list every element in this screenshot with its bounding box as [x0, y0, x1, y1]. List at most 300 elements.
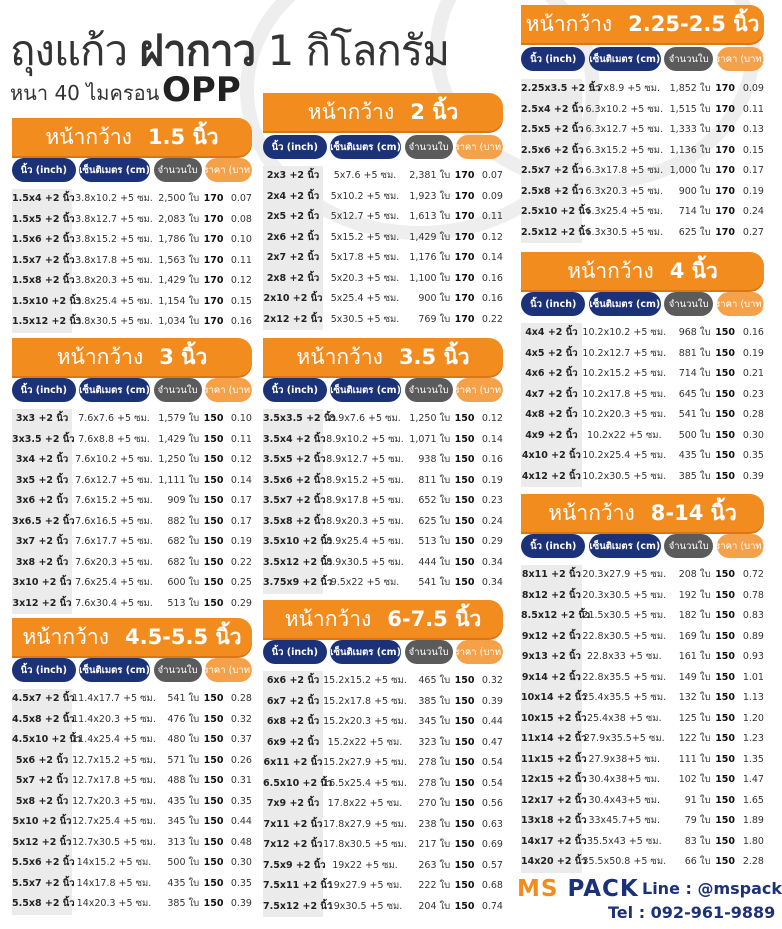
cell-price: 0.11	[230, 254, 252, 266]
cell-price: 0.32	[230, 713, 252, 725]
cell-size-inch: 4x9 +2 นิ้ว	[521, 426, 582, 447]
cell-size-cm: 3.8x25.4 +5 ซม.	[75, 295, 153, 307]
table-row	[521, 688, 764, 709]
cell-size-cm: 11.4x20.3 +5 ซม.	[72, 713, 156, 725]
width-label: หน้ากว้าง	[22, 624, 109, 649]
cell-size-cm: 3.8x12.7 +5 ซม.	[75, 213, 153, 225]
col-header-price: ราคา (บาท)	[205, 378, 252, 402]
cell-size-inch: 12x15 +2 นิ้ว	[521, 770, 582, 791]
cell-size-cm: 12.7x25.4 +5 ซม.	[72, 816, 156, 827]
cell-size-cm: 19x27.9 +5 ซม.	[327, 880, 403, 891]
cell-size-inch: 3x7 +2 นิ้ว	[12, 532, 72, 553]
cell-size-cm: 17.8x30.5 +5 ซม.	[323, 839, 407, 850]
cell-qty: 217 ใบ	[418, 839, 451, 850]
cell-size-inch: 11x15 +2 นิ้ว	[521, 750, 582, 771]
cell-size-inch: 4.5x10 +2 นิ้ว	[12, 730, 72, 751]
cell-weight: 150	[715, 429, 736, 441]
cell-size-inch: 3x3 +2 นิ้ว	[12, 409, 72, 430]
cell-size-cm: 6.3x30.5 +5 ซม.	[585, 226, 664, 238]
cell-size-cm: 10.2x20.3 +5 ซม.	[582, 409, 667, 420]
width-label: หน้ากว้าง	[567, 258, 654, 283]
cell-size-cm: 19x22 +5 ซม.	[332, 859, 398, 871]
col-header-qty: จำนวนใบ	[664, 534, 713, 558]
cell-price: 0.28	[742, 409, 764, 420]
section-title-pill	[12, 118, 252, 156]
cell-weight: 150	[454, 433, 475, 445]
cell-size-inch: 3x6 +2 นิ้ว	[12, 491, 72, 512]
col-header-qty: จำนวนใบ	[154, 658, 202, 682]
cell-size-inch: 5x7 +2 นิ้ว	[12, 771, 72, 792]
cell-size-cm: 3.8x10.2 +5 ซม.	[75, 193, 153, 204]
material-label: OPP	[162, 70, 241, 110]
cell-price: 0.35	[742, 450, 764, 461]
table-row	[12, 512, 252, 533]
cell-price: 0.93	[742, 651, 764, 662]
cell-qty: 541 ใบ	[418, 577, 451, 588]
cell-weight: 150	[203, 433, 224, 445]
cell-qty: 345 ใบ	[418, 716, 451, 727]
cell-weight: 150	[454, 900, 475, 912]
cell-price: 0.09	[742, 83, 764, 94]
cell-size-inch: 7.5x9 +2 นิ้ว	[263, 856, 323, 877]
cell-price: 0.23	[742, 388, 764, 400]
table-row	[521, 852, 764, 873]
col-header-price: ราคา (บาท)	[205, 658, 252, 682]
cell-price: 0.30	[230, 857, 252, 868]
col-header-inch: นิ้ว (inch)	[12, 378, 76, 402]
cell-weight: 150	[715, 368, 736, 379]
table-row	[12, 471, 252, 492]
cell-size-cm: 12.7x15.2 +5 ซม.	[72, 754, 156, 766]
cell-price: 0.54	[481, 757, 503, 768]
cell-qty: 345 ใบ	[167, 816, 200, 827]
cell-price: 0.07	[481, 170, 503, 181]
cell-size-inch: 5.5x7 +2 นิ้ว	[12, 874, 72, 895]
cell-size-inch: 3x5 +2 นิ้ว	[12, 471, 72, 492]
cell-qty: 488 ใบ	[167, 775, 200, 786]
cell-weight: 150	[454, 495, 475, 506]
cell-weight: 170	[715, 103, 736, 115]
col-header-price: ราคา (บาท)	[205, 158, 252, 182]
cell-size-cm: 27.9x35.5+5 ซม.	[583, 733, 665, 744]
table-row	[521, 120, 764, 141]
table-row	[12, 751, 252, 772]
cell-qty: 204 ใบ	[418, 900, 451, 912]
table-row	[521, 467, 764, 488]
cell-size-cm: 7.6x7.6 +5 ซม.	[78, 413, 150, 424]
table-row	[263, 856, 503, 877]
cell-weight: 170	[715, 83, 736, 94]
table-row	[263, 166, 503, 187]
table-row	[263, 310, 503, 331]
cell-price: 1.01	[742, 671, 764, 683]
cell-price: 0.12	[481, 231, 503, 243]
cell-qty: 682 ใบ	[167, 556, 200, 568]
cell-size-inch: 3x3.5 +2 นิ้ว	[12, 430, 72, 451]
cell-weight: 150	[715, 409, 736, 420]
cell-size-inch: 1.5x12 +2 นิ้ว	[12, 312, 72, 333]
cell-price: 0.16	[481, 293, 503, 304]
cell-size-inch: 3.5x4 +2 นิ้ว	[263, 430, 323, 451]
cell-price: 0.16	[481, 272, 503, 284]
cell-weight: 150	[454, 716, 475, 727]
cell-qty: 476 ใบ	[167, 713, 200, 725]
cell-size-inch: 3x10 +2 นิ้ว	[12, 573, 72, 594]
cell-size-cm: 11.4x25.4 +5 ซม.	[72, 734, 156, 745]
cell-weight: 150	[454, 859, 475, 871]
table-row	[12, 874, 252, 895]
cell-size-cm: 8.9x20.3 +5 ซม.	[326, 515, 404, 527]
col-header-qty: จำนวนใบ	[154, 378, 202, 402]
cell-weight: 170	[715, 206, 736, 217]
cell-price: 0.30	[742, 429, 764, 441]
cell-weight: 150	[203, 556, 224, 568]
width-value: 4.5-5.5 นิ้ว	[124, 624, 242, 649]
cell-qty: 1,136 ใบ	[669, 144, 711, 156]
cell-weight: 170	[203, 234, 224, 245]
cell-price: 0.34	[481, 556, 503, 568]
cell-size-inch: 7x12 +2 นิ้ว	[263, 835, 323, 856]
cell-price: 0.19	[742, 185, 764, 197]
cell-price: 0.35	[230, 795, 252, 807]
cell-size-inch: 8x12 +2 นิ้ว	[521, 586, 582, 607]
cell-size-inch: 2x12 +2 นิ้ว	[263, 310, 323, 331]
cell-size-inch: 6x8 +2 นิ้ว	[263, 712, 323, 733]
cell-qty: 182 ใบ	[678, 610, 711, 621]
table-row	[521, 405, 764, 426]
cell-weight: 150	[454, 536, 475, 547]
cell-size-cm: 7.6x8.8 +5 ซม.	[78, 433, 150, 445]
cell-qty: 1,333 ใบ	[669, 124, 711, 135]
width-label: หน้ากว้าง	[548, 500, 635, 525]
table-row	[263, 774, 503, 795]
table-row	[521, 709, 764, 730]
cell-size-cm: 27.9x38+5 ซม.	[588, 753, 661, 765]
table-row	[521, 426, 764, 447]
table-row	[521, 446, 764, 467]
cell-size-inch: 5x10 +2 นิ้ว	[12, 812, 72, 833]
cell-qty: 682 ใบ	[167, 536, 200, 547]
cell-size-cm: 21.5x30.5 +5 ซม.	[582, 610, 667, 621]
cell-weight: 170	[203, 213, 224, 225]
cell-size-cm: 6.3x20.3 +5 ซม.	[585, 185, 664, 197]
cell-size-inch: 2x6 +2 นิ้ว	[263, 228, 323, 249]
cell-weight: 150	[715, 835, 736, 847]
cell-weight: 150	[203, 597, 224, 609]
cell-size-cm: 22.8x30.5 +5 ซม.	[582, 630, 667, 642]
cell-qty: 83 ใบ	[684, 835, 711, 847]
cell-weight: 150	[715, 753, 736, 765]
table-row	[521, 202, 764, 223]
cell-weight: 150	[715, 651, 736, 662]
cell-weight: 150	[454, 577, 475, 588]
cell-qty: 500 ใบ	[678, 429, 711, 441]
table-row	[521, 791, 764, 812]
cell-size-inch: 2x5 +2 นิ้ว	[263, 207, 323, 228]
cell-qty: 480 ใบ	[167, 734, 200, 745]
cell-qty: 900 ใบ	[418, 293, 451, 304]
table-row	[12, 210, 252, 231]
cell-size-cm: 3.8x30.5 +5 ซม.	[75, 316, 153, 327]
table-row	[521, 223, 764, 244]
cell-size-inch: 2.5x4 +2 นิ้ว	[521, 100, 582, 121]
cell-size-inch: 3.5x5 +2 นิ้ว	[263, 450, 323, 471]
cell-weight: 150	[454, 880, 475, 891]
table-row	[12, 853, 252, 874]
table-row	[12, 312, 252, 333]
cell-size-inch: 7x9 +2 นิ้ว	[263, 794, 323, 815]
col-header-cm: เซ็นติเมตร (cm)	[589, 534, 661, 558]
cell-weight: 150	[454, 515, 475, 527]
cell-weight: 150	[715, 856, 736, 867]
cell-size-inch: 2x10 +2 นิ้ว	[263, 289, 323, 310]
cell-price: 0.44	[230, 816, 252, 827]
cell-price: 1.35	[742, 753, 764, 765]
width-value: 1.5 นิ้ว	[147, 124, 219, 149]
cell-size-inch: 1.5x10 +2 นิ้ว	[12, 292, 72, 313]
width-value: 8-14 นิ้ว	[650, 500, 737, 525]
cell-size-inch: 4x5 +2 นิ้ว	[521, 344, 582, 365]
cell-price: 2.28	[742, 856, 764, 867]
col-header-price: ราคา (บาท)	[456, 135, 503, 159]
cell-size-cm: 35.5x43 +5 ซม.	[586, 835, 662, 847]
cell-size-inch: 6x11 +2 นิ้ว	[263, 753, 323, 774]
cell-qty: 1,000 ใบ	[669, 165, 711, 176]
cell-qty: 1,250 ใบ	[409, 413, 451, 424]
table-row	[263, 450, 503, 471]
cell-weight: 150	[454, 413, 475, 424]
cell-weight: 150	[203, 775, 224, 786]
table-row	[12, 730, 252, 751]
col-header-price: ราคา (บาท)	[717, 47, 764, 71]
cell-price: 0.17	[230, 495, 252, 506]
cell-size-inch: 7x11 +2 นิ้ว	[263, 815, 323, 836]
cell-size-cm: 10.2x22 +5 ซม.	[586, 429, 662, 441]
cell-price: 0.11	[230, 433, 252, 445]
table-row	[263, 269, 503, 290]
cell-size-cm: 5x17.8 +5 ซม.	[330, 252, 400, 263]
table-row	[12, 271, 252, 292]
table-row	[12, 594, 252, 615]
cell-size-inch: 12x17 +2 นิ้ว	[521, 791, 582, 812]
cell-weight: 150	[203, 795, 224, 807]
cell-size-cm: 8.9x15.2 +5 ซม.	[326, 474, 404, 486]
cell-qty: 149 ใบ	[678, 671, 711, 683]
phone-contact: Tel : 092-961-9889	[608, 903, 776, 922]
cell-weight: 150	[203, 413, 224, 424]
cell-size-cm: 12.7x20.3 +5 ซม.	[72, 795, 156, 807]
cell-weight: 150	[715, 712, 736, 724]
table-row	[263, 876, 503, 897]
table-row	[521, 161, 764, 182]
cell-price: 0.29	[481, 536, 503, 547]
cell-size-inch: 4x7 +2 นิ้ว	[521, 385, 582, 406]
cell-qty: 938 ใบ	[418, 454, 451, 465]
cell-size-inch: 2x4 +2 นิ้ว	[263, 187, 323, 208]
cell-size-inch: 13x18 +2 นิ้ว	[521, 811, 582, 832]
table-row	[12, 409, 252, 430]
section-title-pill	[521, 252, 764, 290]
cell-weight: 170	[454, 231, 475, 243]
cell-size-cm: 7.6x17.7 +5 ซม.	[75, 536, 153, 547]
cell-weight: 170	[454, 313, 475, 325]
cell-weight: 150	[203, 877, 224, 889]
cell-qty: 541 ใบ	[167, 693, 200, 704]
width-value: 2.25-2.5 นิ้ว	[628, 11, 760, 36]
cell-price: 0.22	[481, 313, 503, 325]
cell-weight: 150	[454, 556, 475, 568]
cell-size-inch: 6x6 +2 นิ้ว	[263, 671, 323, 692]
table-row	[521, 627, 764, 648]
cell-size-cm: 5x30.5 +5 ซม.	[330, 313, 400, 325]
table-row	[12, 792, 252, 813]
cell-qty: 66 ใบ	[684, 856, 711, 867]
cell-size-cm: 7.6x20.3 +5 ซม.	[75, 556, 153, 568]
cell-qty: 1,176 ใบ	[409, 252, 451, 263]
cell-size-cm: 3.8x17.8 +5 ซม.	[75, 254, 153, 266]
cell-price: 0.12	[230, 275, 252, 286]
table-row	[263, 289, 503, 310]
cell-price: 0.69	[481, 839, 503, 850]
cell-weight: 170	[715, 144, 736, 156]
cell-qty: 1,429 ใบ	[158, 275, 200, 286]
cell-size-inch: 2.5x10 +2 นิ้ว	[521, 202, 582, 223]
cell-weight: 170	[715, 124, 736, 135]
cell-size-cm: 14x17.8 +5 ซม.	[76, 877, 152, 889]
col-header-inch: นิ้ว (inch)	[12, 658, 76, 682]
cell-size-cm: 6.3x15.2 +5 ซม.	[585, 144, 664, 156]
cell-size-cm: 25.4x35.5 +5 ซม.	[582, 692, 667, 703]
cell-size-inch: 4x10 +2 นิ้ว	[521, 446, 582, 467]
cell-size-inch: 1.5x4 +2 นิ้ว	[12, 189, 72, 210]
cell-size-cm: 22.8x33 +5 ซม.	[586, 651, 662, 662]
cell-price: 0.10	[230, 234, 252, 245]
cell-qty: 102 ใบ	[678, 774, 711, 785]
cell-price: 0.15	[742, 144, 764, 156]
cell-price: 0.89	[742, 630, 764, 642]
cell-qty: 1,579 ใบ	[158, 413, 200, 424]
cell-size-cm: 8.9x30.5 +5 ซม.	[326, 556, 404, 568]
cell-price: 0.34	[481, 577, 503, 588]
table-row	[12, 189, 252, 210]
cell-price: 0.16	[481, 454, 503, 465]
cell-qty: 1,429 ใบ	[409, 231, 451, 243]
table-row	[521, 586, 764, 607]
cell-size-inch: 3x4 +2 นิ้ว	[12, 450, 72, 471]
cell-price: 0.44	[481, 716, 503, 727]
cell-qty: 385 ใบ	[418, 695, 451, 707]
cell-weight: 150	[715, 450, 736, 461]
cell-size-inch: 7.5x12 +2 นิ้ว	[263, 897, 323, 918]
cell-size-inch: 5x12 +2 นิ้ว	[12, 833, 72, 854]
col-header-cm: เซ็นติเมตร (cm)	[589, 47, 661, 71]
width-value: 3 นิ้ว	[159, 344, 208, 369]
table-row	[12, 491, 252, 512]
cell-price: 1.23	[742, 733, 764, 744]
cell-qty: 513 ใบ	[418, 536, 451, 547]
table-row	[263, 897, 503, 918]
cell-weight: 150	[203, 495, 224, 506]
cell-price: 1.80	[742, 835, 764, 847]
col-header-inch: นิ้ว (inch)	[263, 640, 327, 664]
cell-size-cm: 6.3x17.8 +5 ซม.	[585, 165, 664, 176]
cell-size-cm: 8.9x25.4 +5 ซม.	[326, 536, 404, 547]
cell-size-cm: 5x20.3 +5 ซม.	[330, 272, 400, 284]
cell-qty: 169 ใบ	[678, 630, 711, 642]
cell-size-inch: 3.5x12 +2 นิ้ว	[263, 553, 323, 574]
cell-price: 0.19	[230, 536, 252, 547]
cell-size-cm: 15.2x17.8 +5 ซม.	[323, 695, 407, 707]
cell-qty: 2,381 ใบ	[409, 170, 451, 181]
cell-weight: 150	[203, 857, 224, 868]
width-value: 6-7.5 นิ้ว	[387, 606, 482, 631]
table-row	[521, 565, 764, 586]
cell-size-inch: 1.5x7 +2 นิ้ว	[12, 251, 72, 272]
cell-price: 0.27	[742, 226, 764, 238]
cell-price: 0.12	[481, 413, 503, 424]
cell-price: 0.13	[742, 124, 764, 135]
cell-size-cm: 19x30.5 +5 ซม.	[327, 900, 403, 912]
cell-weight: 150	[454, 675, 475, 686]
cell-size-inch: 3.5x3.5 +2 นิ้ว	[263, 409, 323, 430]
cell-qty: 625 ใบ	[678, 226, 711, 238]
cell-size-cm: 6.3x12.7 +5 ซม.	[585, 124, 664, 135]
cell-price: 0.14	[481, 252, 503, 263]
cell-price: 0.12	[230, 454, 252, 465]
table-row	[263, 228, 503, 249]
table-row	[12, 689, 252, 710]
title-part1: ถุงแก้ว	[10, 26, 128, 75]
table-row	[263, 692, 503, 713]
width-label: หน้ากว้าง	[45, 124, 132, 149]
cell-size-inch: 3.5x7 +2 นิ้ว	[263, 491, 323, 512]
col-header-cm: เซ็นติเมตร (cm)	[330, 378, 401, 402]
cell-size-inch: 2x8 +2 นิ้ว	[263, 269, 323, 290]
table-row	[521, 364, 764, 385]
table-row	[263, 207, 503, 228]
table-row	[521, 100, 764, 121]
cell-weight: 150	[203, 536, 224, 547]
cell-qty: 1,429 ใบ	[158, 433, 200, 445]
cell-price: 0.39	[481, 695, 503, 707]
cell-price: 0.31	[230, 775, 252, 786]
cell-size-inch: 10x14 +2 นิ้ว	[521, 688, 582, 709]
table-row	[12, 430, 252, 451]
table-row	[263, 573, 503, 594]
cell-qty: 1,071 ใบ	[409, 433, 451, 445]
cell-qty: 435 ใบ	[678, 450, 711, 461]
cell-size-inch: 4.5x8 +2 นิ้ว	[12, 710, 72, 731]
col-header-inch: นิ้ว (inch)	[263, 135, 327, 159]
cell-price: 0.56	[481, 798, 503, 809]
cell-qty: 1,515 ใบ	[669, 103, 711, 115]
cell-weight: 170	[454, 190, 475, 202]
cell-size-inch: 2.5x7 +2 นิ้ว	[521, 161, 582, 182]
cell-size-inch: 4.5x7 +2 นิ้ว	[12, 689, 72, 710]
cell-qty: 1,154 ใบ	[158, 295, 200, 307]
cell-price: 0.32	[481, 675, 503, 686]
cell-qty: 900 ใบ	[678, 185, 711, 197]
cell-size-inch: 5.5x8 +2 นิ้ว	[12, 894, 72, 915]
cell-size-inch: 2.5x8 +2 นิ้ว	[521, 182, 582, 203]
cell-size-cm: 33x45.7+5 ซม.	[588, 815, 661, 826]
col-header-cm: เซ็นติเมตร (cm)	[330, 135, 401, 159]
cell-price: 0.83	[742, 610, 764, 621]
cell-weight: 150	[203, 816, 224, 827]
cell-size-cm: 15.2x27.9 +5 ซม.	[323, 757, 407, 768]
cell-qty: 263 ใบ	[418, 859, 451, 871]
cell-size-cm: 15.2x20.3 +5 ซม.	[323, 716, 407, 727]
